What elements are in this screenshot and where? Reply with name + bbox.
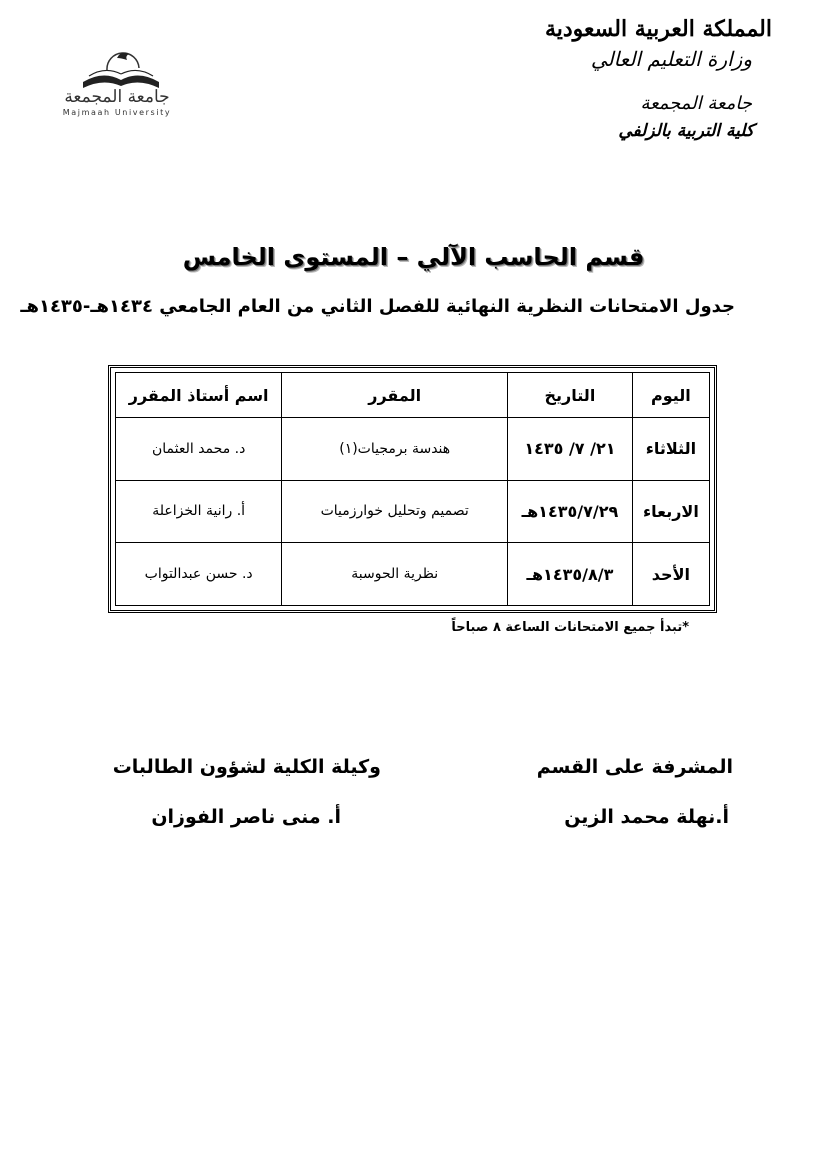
date-cell: ١٤٣٥/٨/٣هـ <box>508 543 633 606</box>
course-cell: تصميم وتحليل خوارزميات <box>282 480 508 543</box>
dean-name: أ. منى ناصر الفوزان <box>151 806 341 828</box>
exam-time-note: *تبدأ جميع الامتحانات الساعة ٨ صباحاً <box>451 620 689 635</box>
table-header-row <box>116 373 710 418</box>
instructor-cell: د. محمد العثمان <box>116 418 282 481</box>
university-name: جامعة المجمعة <box>640 93 752 114</box>
table-row <box>116 543 710 606</box>
logo-arabic-text: جامعة المجمعة <box>64 87 170 107</box>
date-cell: ٢١/ ٧/ ١٤٣٥ <box>508 418 633 481</box>
course-cell: هندسة برمجيات(١) <box>282 418 508 481</box>
page-subtitle: جدول الامتحانات النظرية النهائية للفصل الثاني من العام الجامعي ١٤٣٤هـ-١٤٣٥هـ <box>20 296 735 317</box>
page-title: قسم الحاسب الآلي – المستوى الخامس <box>182 243 645 271</box>
college-name: كلية التربية بالزلفي <box>618 121 754 141</box>
instructor-cell: د. حسن عبدالتواب <box>116 543 282 606</box>
open-book-with-bird-logo-icon <box>55 40 185 90</box>
column-header-instructor: اسم أستاذ المقرر <box>116 373 282 418</box>
table-row <box>116 418 710 481</box>
ministry-name: وزارة التعليم العالي <box>590 47 752 71</box>
course-cell: نظرية الحوسبة <box>282 543 508 606</box>
supervisor-name: أ.نهلة محمد الزين <box>564 806 729 828</box>
day-cell: الثلاثاء <box>632 418 709 481</box>
day-cell: الأحد <box>632 543 709 606</box>
ministry-header <box>512 14 772 144</box>
instructor-cell: أ. رانية الخزاعلة <box>116 480 282 543</box>
exam-schedule-table <box>108 365 717 613</box>
day-cell: الاربعاء <box>632 480 709 543</box>
column-header-course: المقرر <box>282 373 508 418</box>
kingdom-name: المملكة العربية السعودية <box>544 16 772 42</box>
column-header-date: التاريخ <box>508 373 633 418</box>
supervisor-title: المشرفة على القسم <box>536 756 733 778</box>
table-row <box>116 480 710 543</box>
column-header-day: اليوم <box>632 373 709 418</box>
date-cell: ١٤٣٥/٧/٢٩هـ <box>508 480 633 543</box>
dean-title: وكيلة الكلية لشؤون الطالبات <box>112 756 381 778</box>
logo-english-text: Majmaah University <box>62 108 172 117</box>
